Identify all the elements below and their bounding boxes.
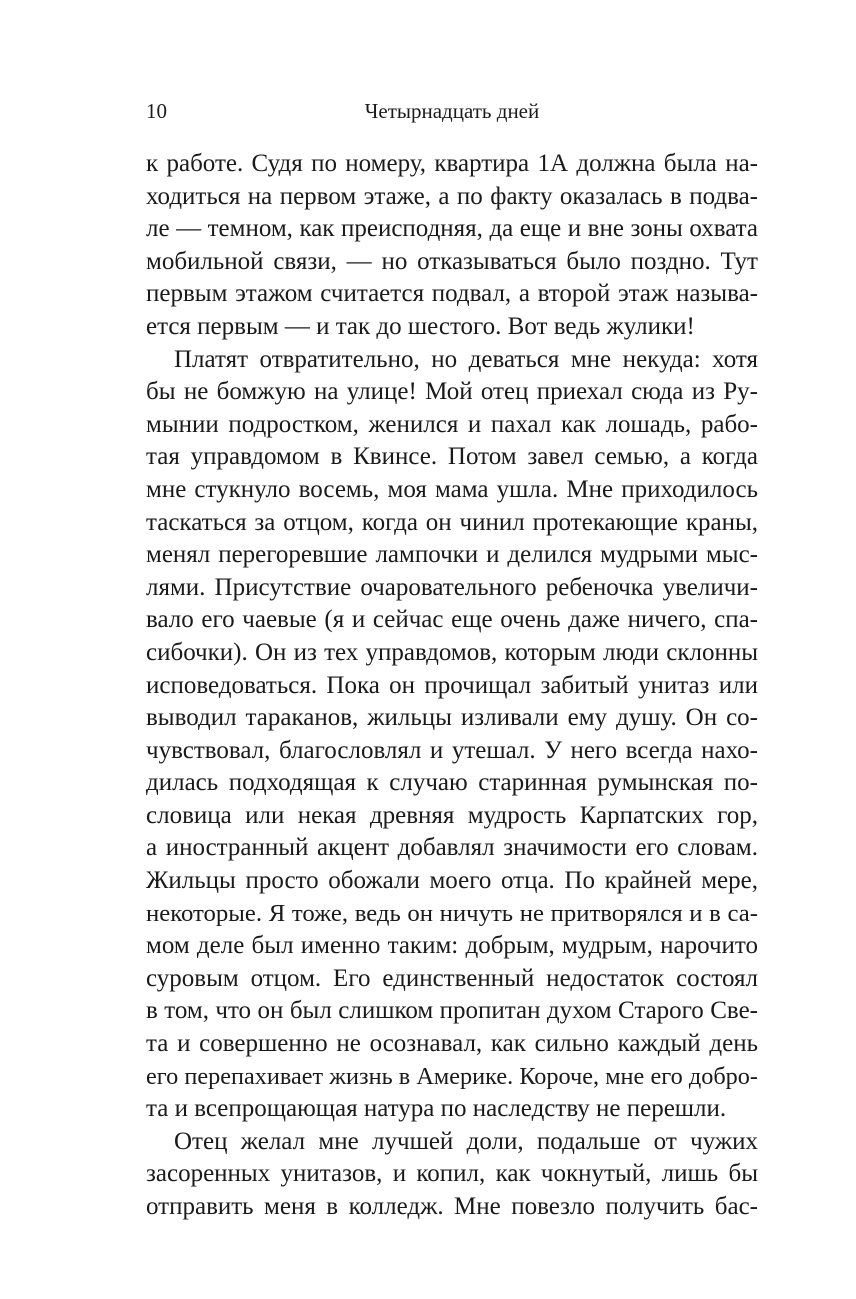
text-line: та и совершенно не осознавал, как сильно каждый день xyxy=(146,1030,758,1058)
running-title: Четырнадцать дней xyxy=(364,99,540,123)
paragraph-end-line: та и всепрощающая натура по наследству не перешли. xyxy=(146,1095,727,1123)
text-line: его перепахивает жизнь в Америке. Короче, мне его добро- xyxy=(146,1062,758,1090)
text-line: некоторые. Я тоже, ведь он ничуть не притворялся и в са- xyxy=(146,899,758,927)
text-line: ходиться на первом этаже, а по факту оказалась в подва- xyxy=(146,182,758,210)
text-line: Жильцы просто обожали моего отца. По крайней мере, xyxy=(146,867,758,895)
text-line: к работе. Судя по номеру, квартира 1А должна была на- xyxy=(146,150,758,177)
text-line: таскаться за отцом, когда он чинил протекающие краны, xyxy=(146,508,758,536)
text-line: вало его чаевые (я и сейчас еще очень даже ничего, спа- xyxy=(146,606,758,634)
text-line: а иностранный акцент добавлял значимости его словам. xyxy=(146,834,758,862)
text-line: засоренных унитазов, и копил, как чокнутый, лишь бы xyxy=(146,1160,758,1188)
text-line: в том, что он был слишком пропитан духом Старого Све- xyxy=(146,997,758,1025)
text-line: бы не бомжую на улице! Мой отец приехал сюда из Ру- xyxy=(146,378,758,406)
text-line: словица или некая древняя мудрость Карпатских гор, xyxy=(146,801,758,829)
paragraph-start-line: Отец желал мне лучшей доли, подальше от чужих xyxy=(174,1127,758,1155)
text-line: чувствовал, благословлял и утешал. У него всегда нахо- xyxy=(146,736,758,764)
text-line: мне стукнуло восемь, моя мама ушла. Мне приходилось xyxy=(146,475,758,503)
text-line: ле — темном, как преисподняя, да еще и вне зоны охвата xyxy=(146,215,758,243)
paragraph-end-line: ется первым — и так до шестого. Вот ведь жулики! xyxy=(146,312,695,340)
paragraph-start-line: Платят отвратительно, но деваться мне некуда: хотя xyxy=(174,345,758,373)
text-line: мом деле был именно таким: добрым, мудрым, нарочито xyxy=(146,932,758,960)
text-line: лями. Присутствие очаровательного ребеночка увеличи- xyxy=(146,573,758,601)
text-line: сибочки). Он из тех управдомов, которым люди склонны xyxy=(146,638,758,666)
text-line: суровым отцом. Его единственный недостаток состоял xyxy=(146,964,758,992)
body-text xyxy=(146,148,758,1224)
text-line: отправить меня в колледж. Мне повезло получить бас- xyxy=(146,1193,758,1220)
text-line: менял перегоревшие лампочки и делился мудрыми мыс- xyxy=(146,541,758,569)
text-line: тая управдомом в Квинсе. Потом завел семью, а когда xyxy=(146,443,758,471)
text-line: выводил тараканов, жильцы изливали ему душу. Он со- xyxy=(146,704,758,732)
page-number: 10 xyxy=(146,99,167,123)
running-header xyxy=(146,96,758,126)
text-line: дилась подходящая к случаю старинная румынская по- xyxy=(146,769,758,797)
text-line: исповедоваться. Пока он прочищал забитый унитаз или xyxy=(146,671,758,699)
text-line: мобильной связи, — но отказываться было поздно. Тут xyxy=(146,247,758,275)
text-line: мынии подростком, женился и пахал как лошадь, рабо- xyxy=(146,410,758,438)
text-line: первым этажом считается подвал, а второй этаж называ- xyxy=(146,280,758,308)
